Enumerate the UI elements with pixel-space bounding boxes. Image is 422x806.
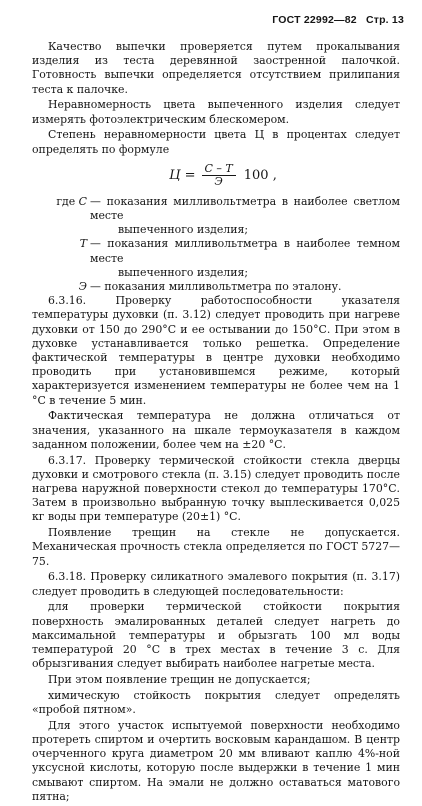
section-6-3-18: 6.3.18. Проверку силикатного эмалевого покрытия (п. 3.17) следует проводить в следующей последовательности: <box>32 570 400 598</box>
paragraph-baking-quality: Качество выпечки проверяется путем прокалывания изделия из теста деревянной заостренной палочкой. Готовность выпечки определяется отсутствием прилипания теста к палочке. <box>32 40 400 96</box>
paragraph-color-measure: Неравномерность цвета выпеченного изделия следует измерять фотоэлектрическим блескомером. <box>32 98 400 126</box>
section-6-3-18-thermal: для проверки термической стойкости покрытия поверхность эмалированных деталей следует нагреть до максимальной температуры и обрызгать 100 мл воды температурой 20 °С в трех местах в течение 3 с. Для обрызгивания следует выбирать наиболее нагретые места. <box>32 600 400 671</box>
section-6-3-18-no-cracks: При этом появление трещин не допускается; <box>48 673 311 687</box>
paragraph-formula-intro: Степень неравномерности цвета Ц в процентах следует определять по формуле <box>32 128 400 156</box>
section-6-3-18-procedure: Для этого участок испытуемой поверхности необходимо протереть спиртом и очертить восковым карандашом. В центр очерченного круга диаметром 20 мм вливают каплю 4%-ной уксусной кислоты, которую после выдержки в течение 1 мин смывают спиртом. На эмали не должно оставаться матового пятна; <box>32 718 400 803</box>
formula-multiplier: 100 , <box>243 167 277 183</box>
legend-cont-t: выпеченного изделия; <box>118 265 249 279</box>
legend-text-e: — показания милливольтметра по эталону. <box>90 280 342 294</box>
legend-intro: где <box>56 194 76 208</box>
legend-row-c <box>32 195 400 223</box>
page-header <box>266 14 404 26</box>
legend-row-t <box>32 237 400 265</box>
document-body <box>32 40 400 806</box>
color-unevenness-formula <box>46 159 400 193</box>
legend-text-c: — показания милливольтметра в наиболее светлом месте <box>90 194 400 223</box>
formula-fraction <box>202 163 236 188</box>
legend-row-e <box>32 280 400 294</box>
section-6-3-17: 6.3.17. Проверку термической стойкости стекла дверцы духовки и смотрового стекла (п. 3.15) следует проводить после нагрева наружной поверхности стекол до температуры 170°С. Затем в произвольно выбранную точку выплескивается 0,025 кг воды при температуре (20±1) °С. <box>32 453 400 524</box>
formula-legend <box>32 195 400 294</box>
legend-cont-c: выпеченного изделия; <box>118 223 249 237</box>
formula-denominator: Э <box>214 175 223 189</box>
page-number: Стр. 13 <box>365 14 404 26</box>
standard-number: ГОСТ 22992—82 <box>272 14 357 26</box>
formula-lhs: Ц = <box>169 167 196 183</box>
formula-numerator: C – T <box>202 163 236 176</box>
section-6-3-17-cracks: Появление трещин на стекле не допускается. Механическая прочность стекла определяется по ГОСТ 5727—75. <box>32 526 400 568</box>
section-6-3-16-deviation: Фактическая температура не должна отличаться от значения, указанного на шкале термоуказателя в каждом заданном положении, более чем на ±20 °С. <box>32 409 400 451</box>
legend-text-t: — показания милливольтметра в наиболее темном месте <box>90 237 400 265</box>
legend-symbol-e: Э <box>78 280 87 294</box>
legend-symbol-t: T <box>79 237 87 251</box>
legend-symbol-c: C <box>78 194 87 208</box>
section-6-3-18-chemical: химическую стойкость покрытия следует определять «пробой пятном». <box>32 688 400 717</box>
section-6-3-16: 6.3.16. Проверку работоспособности указателя температуры духовки (п. 3.12) следует проводить при нагреве духовки от 150 до 290°С и ее остывании до 150°С. При этом в духовке устанавливается только решетка. Определение фактической температуры в центре духовки необходимо проводить при установившемся режиме, который характеризуется изменением температуры не более чем на 1 °С в течение 5 мин. <box>32 294 400 407</box>
